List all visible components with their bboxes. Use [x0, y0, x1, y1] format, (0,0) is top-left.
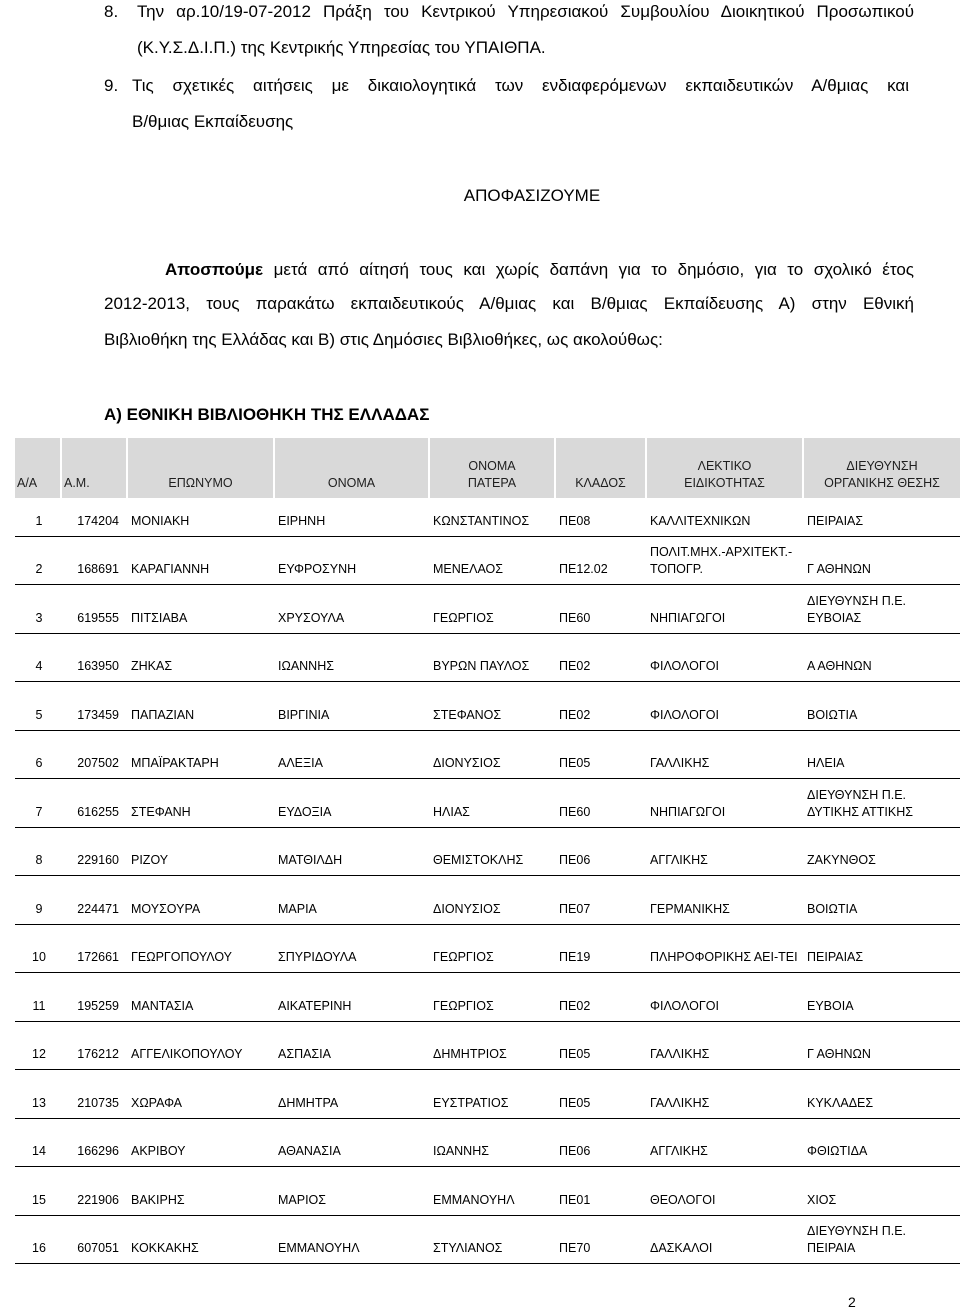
cell-father-name: ΒΥΡΩΝ ΠΑΥΛΟΣ — [429, 633, 555, 682]
column-header-specialty: ΛΕΚΤΙΚΟ ΕΙΔΙΚΟΤΗΤΑΣ — [646, 438, 803, 498]
cell-aa: 7 — [15, 779, 61, 828]
cell-branch: ΠΕ12.02 — [555, 536, 646, 585]
cell-directorate: Γ ΑΘΗΝΩΝ — [803, 536, 960, 585]
list-number: 9. — [104, 76, 119, 95]
cell-name: ΣΠΥΡΙΔΟΥΛΑ — [274, 924, 429, 973]
table-row — [15, 1118, 960, 1167]
table-row — [15, 973, 960, 1022]
cell-father-name: ΔΗΜΗΤΡΙΟΣ — [429, 1021, 555, 1070]
cell-am: 210735 — [61, 1070, 127, 1119]
cell-surname: ΜΟΥΣΟΥΡΑ — [127, 876, 274, 925]
table-row — [15, 1215, 960, 1264]
cell-directorate: ΚΥΚΛΑΔΕΣ — [803, 1070, 960, 1119]
list-item-9 — [104, 68, 914, 140]
cell-surname: ΜΠΑΪΡΑΚΤΑΡΗ — [127, 730, 274, 779]
cell-specialty: ΦΙΛΟΛΟΓΟΙ — [646, 973, 803, 1022]
cell-specialty: ΝΗΠΙΑΓΩΓΟΙ — [646, 585, 803, 634]
cell-directorate: ΔΙΕΥΘΥΝΣΗ Π.Ε. ΕΥΒΟΙΑΣ — [803, 585, 960, 634]
cell-specialty: ΦΙΛΟΛΟΓΟΙ — [646, 682, 803, 731]
cell-name: ΒΙΡΓΙΝΙΑ — [274, 682, 429, 731]
cell-name: ΜΑΤΘΙΛΔΗ — [274, 827, 429, 876]
cell-surname: ΠΑΠΑΖΙΑΝ — [127, 682, 274, 731]
cell-branch: ΠΕ08 — [555, 498, 646, 536]
cell-aa: 13 — [15, 1070, 61, 1119]
cell-specialty: ΔΑΣΚΑΛΟΙ — [646, 1215, 803, 1264]
paragraph-line-text: μετά από αίτησή τους και χωρίς δαπάνη για το δημόσιο, για το σχολικό έτος — [263, 260, 914, 279]
table-row — [15, 1021, 960, 1070]
cell-branch: ΠΕ60 — [555, 779, 646, 828]
table-row — [15, 682, 960, 731]
cell-branch: ΠΕ05 — [555, 730, 646, 779]
cell-am: 207502 — [61, 730, 127, 779]
cell-branch: ΠΕ02 — [555, 973, 646, 1022]
cell-directorate: Α ΑΘΗΝΩΝ — [803, 633, 960, 682]
cell-aa: 11 — [15, 973, 61, 1022]
cell-aa: 6 — [15, 730, 61, 779]
cell-directorate: ΠΕΙΡΑΙΑΣ — [803, 924, 960, 973]
cell-aa: 5 — [15, 682, 61, 731]
table-row — [15, 585, 960, 634]
cell-specialty: ΓΕΡΜΑΝΙΚΗΣ — [646, 876, 803, 925]
cell-aa: 8 — [15, 827, 61, 876]
cell-father-name: ΓΕΩΡΓΙΟΣ — [429, 973, 555, 1022]
cell-father-name: ΚΩΝΣΤΑΝΤΙΝΟΣ — [429, 498, 555, 536]
cell-specialty: ΓΑΛΛΙΚΗΣ — [646, 1021, 803, 1070]
cell-aa: 14 — [15, 1118, 61, 1167]
cell-am: 607051 — [61, 1215, 127, 1264]
cell-am: 174204 — [61, 498, 127, 536]
cell-directorate: ΖΑΚΥΝΘΟΣ — [803, 827, 960, 876]
cell-surname: ΧΩΡΑΦΑ — [127, 1070, 274, 1119]
table-header-row — [15, 438, 960, 498]
cell-aa: 10 — [15, 924, 61, 973]
cell-name: ΕΜΜΑΝΟΥΗΛ — [274, 1215, 429, 1264]
cell-am: 616255 — [61, 779, 127, 828]
cell-father-name: ΣΤΥΛΙΑΝΟΣ — [429, 1215, 555, 1264]
cell-branch: ΠΕ07 — [555, 876, 646, 925]
cell-am: 221906 — [61, 1167, 127, 1216]
cell-specialty: ΘΕΟΛΟΓΟΙ — [646, 1167, 803, 1216]
cell-am: 229160 — [61, 827, 127, 876]
cell-surname: ΜΑΝΤΑΣΙΑ — [127, 973, 274, 1022]
cell-surname: ΒΑΚΙΡΗΣ — [127, 1167, 274, 1216]
list-number: 8. — [104, 2, 119, 21]
table-row — [15, 1167, 960, 1216]
cell-father-name: ΙΩΑΝΝΗΣ — [429, 1118, 555, 1167]
table-row — [15, 536, 960, 585]
cell-am: 172661 — [61, 924, 127, 973]
cell-am: 224471 — [61, 876, 127, 925]
column-header-aa: Α/Α — [15, 438, 61, 498]
cell-aa: 2 — [15, 536, 61, 585]
cell-am: 195259 — [61, 973, 127, 1022]
table-row — [15, 779, 960, 828]
cell-name: ΧΡΥΣΟΥΛΑ — [274, 585, 429, 634]
cell-specialty: ΑΓΓΛΙΚΗΣ — [646, 827, 803, 876]
table-body — [15, 498, 960, 1264]
paragraph-line: 2012-2013, τους παρακάτω εκπαιδευτικούς Α/θμιας και Β/θμιας Εκπαίδευσης Α) στην Εθνική — [104, 294, 914, 313]
cell-branch: ΠΕ05 — [555, 1021, 646, 1070]
cell-name: ΙΩΑΝΝΗΣ — [274, 633, 429, 682]
cell-name: ΕΥΔΟΞΙΑ — [274, 779, 429, 828]
column-header-father-name: ΟΝΟΜΑ ΠΑΤΕΡΑ — [429, 438, 555, 498]
cell-father-name: ΜΕΝΕΛΑΟΣ — [429, 536, 555, 585]
cell-aa: 3 — [15, 585, 61, 634]
cell-branch: ΠΕ05 — [555, 1070, 646, 1119]
cell-name: ΜΑΡΙΟΣ — [274, 1167, 429, 1216]
cell-name: ΑΙΚΑΤΕΡΙΝΗ — [274, 973, 429, 1022]
list-item-8 — [104, 0, 914, 66]
cell-father-name: ΓΕΩΡΓΙΟΣ — [429, 924, 555, 973]
cell-branch: ΠΕ02 — [555, 633, 646, 682]
cell-father-name: ΕΥΣΤΡΑΤΙΟΣ — [429, 1070, 555, 1119]
cell-specialty: ΓΑΛΛΙΚΗΣ — [646, 1070, 803, 1119]
cell-specialty: ΓΑΛΛΙΚΗΣ — [646, 730, 803, 779]
cell-branch: ΠΕ19 — [555, 924, 646, 973]
cell-aa: 15 — [15, 1167, 61, 1216]
cell-surname: ΜΟΝΙΑΚΗ — [127, 498, 274, 536]
cell-surname: ΖΗΚΑΣ — [127, 633, 274, 682]
cell-surname: ΚΑΡΑΓΙΑΝΝΗ — [127, 536, 274, 585]
table-row — [15, 498, 960, 536]
cell-directorate: ΒΟΙΩΤΙΑ — [803, 682, 960, 731]
list-text-line: Τις σχετικές αιτήσεις με δικαιολογητικά των ενδιαφερόμενων εκπαιδευτικών Α/θμιας και — [132, 76, 909, 95]
column-header-directorate: ΔΙΕΥΘΥΝΣΗ ΟΡΓΑΝΙΚΗΣ ΘΕΣΗΣ — [803, 438, 960, 498]
table-row — [15, 633, 960, 682]
page-number: 2 — [848, 1294, 856, 1310]
list-text-line: Την αρ.10/19-07-2012 Πράξη του Κεντρικού Υπηρεσιακού Συμβουλίου Διοικητικού Προσωπικού — [137, 2, 914, 21]
cell-specialty: ΦΙΛΟΛΟΓΟΙ — [646, 633, 803, 682]
cell-name: ΑΛΕΞΙΑ — [274, 730, 429, 779]
cell-specialty: ΠΟΛΙΤ.ΜΗΧ.-ΑΡΧΙΤΕΚΤ.- ΤΟΠΟΓΡ. — [646, 536, 803, 585]
cell-branch: ΠΕ02 — [555, 682, 646, 731]
paragraph-line: Βιβλιοθήκη της Ελλάδας και Β) στις Δημόσιες Βιβλιοθήκες, ως ακολούθως: — [104, 330, 663, 349]
cell-branch: ΠΕ70 — [555, 1215, 646, 1264]
cell-branch: ΠΕ01 — [555, 1167, 646, 1216]
cell-aa: 4 — [15, 633, 61, 682]
cell-father-name: ΘΕΜΙΣΤΟΚΛΗΣ — [429, 827, 555, 876]
list-text-line: (Κ.Υ.Σ.Δ.Ι.Π.) της Κεντρικής Υπηρεσίας του ΥΠΑΙΘΠΑ. — [137, 38, 546, 57]
cell-am: 168691 — [61, 536, 127, 585]
cell-directorate: ΕΥΒΟΙΑ — [803, 973, 960, 1022]
cell-aa: 16 — [15, 1215, 61, 1264]
cell-specialty: ΑΓΓΛΙΚΗΣ — [646, 1118, 803, 1167]
cell-directorate: Γ ΑΘΗΝΩΝ — [803, 1021, 960, 1070]
cell-father-name: ΗΛΙΑΣ — [429, 779, 555, 828]
cell-name: ΜΑΡΙΑ — [274, 876, 429, 925]
table-row — [15, 1070, 960, 1119]
table-row — [15, 827, 960, 876]
cell-name: ΑΣΠΑΣΙΑ — [274, 1021, 429, 1070]
cell-am: 619555 — [61, 585, 127, 634]
cell-branch: ΠΕ60 — [555, 585, 646, 634]
cell-am: 166296 — [61, 1118, 127, 1167]
cell-branch: ΠΕ06 — [555, 827, 646, 876]
cell-directorate: ΔΙΕΥΘΥΝΣΗ Π.Ε. ΔΥΤΙΚΗΣ ΑΤΤΙΚΗΣ — [803, 779, 960, 828]
cell-aa: 12 — [15, 1021, 61, 1070]
cell-directorate: ΦΘΙΩΤΙΔΑ — [803, 1118, 960, 1167]
paragraph-line — [165, 256, 914, 284]
cell-name: ΕΙΡΗΝΗ — [274, 498, 429, 536]
cell-surname: ΑΓΓΕΛΙΚΟΠΟΥΛΟΥ — [127, 1021, 274, 1070]
cell-directorate: ΒΟΙΩΤΙΑ — [803, 876, 960, 925]
decision-heading: ΑΠΟΦΑΣΙΖΟΥΜΕ — [463, 186, 601, 205]
column-header-am: Α.Μ. — [61, 438, 127, 498]
cell-father-name: ΣΤΕΦΑΝΟΣ — [429, 682, 555, 731]
table-row — [15, 876, 960, 925]
cell-specialty: ΚΑΛΛΙΤΕΧΝΙΚΩΝ — [646, 498, 803, 536]
paragraph-bold-lead: Αποσπούμε — [165, 260, 264, 279]
cell-surname: ΠΙΤΣΙΑΒΑ — [127, 585, 274, 634]
cell-branch: ΠΕ06 — [555, 1118, 646, 1167]
column-header-branch: ΚΛΑΔΟΣ — [555, 438, 646, 498]
cell-specialty: ΝΗΠΙΑΓΩΓΟΙ — [646, 779, 803, 828]
staff-table — [15, 438, 960, 1264]
cell-father-name: ΔΙΟΝΥΣΙΟΣ — [429, 876, 555, 925]
cell-surname: ΑΚΡΙΒΟΥ — [127, 1118, 274, 1167]
cell-aa: 1 — [15, 498, 61, 536]
cell-specialty: ΠΛΗΡΟΦΟΡΙΚΗΣ ΑΕΙ-ΤΕΙ — [646, 924, 803, 973]
column-header-name: ΟΝΟΜΑ — [274, 438, 429, 498]
table-row — [15, 730, 960, 779]
cell-father-name: ΕΜΜΑΝΟΥΗΛ — [429, 1167, 555, 1216]
cell-name: ΔΗΜΗΤΡΑ — [274, 1070, 429, 1119]
cell-father-name: ΓΕΩΡΓΙΟΣ — [429, 585, 555, 634]
cell-surname: ΚΟΚΚΑΚΗΣ — [127, 1215, 274, 1264]
cell-directorate: ΧΙΟΣ — [803, 1167, 960, 1216]
cell-name: ΕΥΦΡΟΣΥΝΗ — [274, 536, 429, 585]
cell-surname: ΓΕΩΡΓΟΠΟΥΛΟΥ — [127, 924, 274, 973]
cell-name: ΑΘΑΝΑΣΙΑ — [274, 1118, 429, 1167]
table-row — [15, 924, 960, 973]
cell-surname: ΣΤΕΦΑΝΗ — [127, 779, 274, 828]
cell-directorate: ΠΕΙΡΑΙΑΣ — [803, 498, 960, 536]
list-text-line: Β/θμιας Εκπαίδευσης — [132, 112, 294, 131]
section-heading: Α) ΕΘΝΙΚΗ ΒΙΒΛΙΟΘΗΚΗ ΤΗΣ ΕΛΛΑΔΑΣ — [104, 405, 430, 424]
cell-am: 163950 — [61, 633, 127, 682]
cell-father-name: ΔΙΟΝΥΣΙΟΣ — [429, 730, 555, 779]
cell-am: 176212 — [61, 1021, 127, 1070]
cell-am: 173459 — [61, 682, 127, 731]
cell-directorate: ΔΙΕΥΘΥΝΣΗ Π.Ε. ΠΕΙΡΑΙΑ — [803, 1215, 960, 1264]
cell-surname: ΡΙΖΟΥ — [127, 827, 274, 876]
cell-aa: 9 — [15, 876, 61, 925]
column-header-surname: ΕΠΩΝΥΜΟ — [127, 438, 274, 498]
cell-directorate: ΗΛΕΙΑ — [803, 730, 960, 779]
